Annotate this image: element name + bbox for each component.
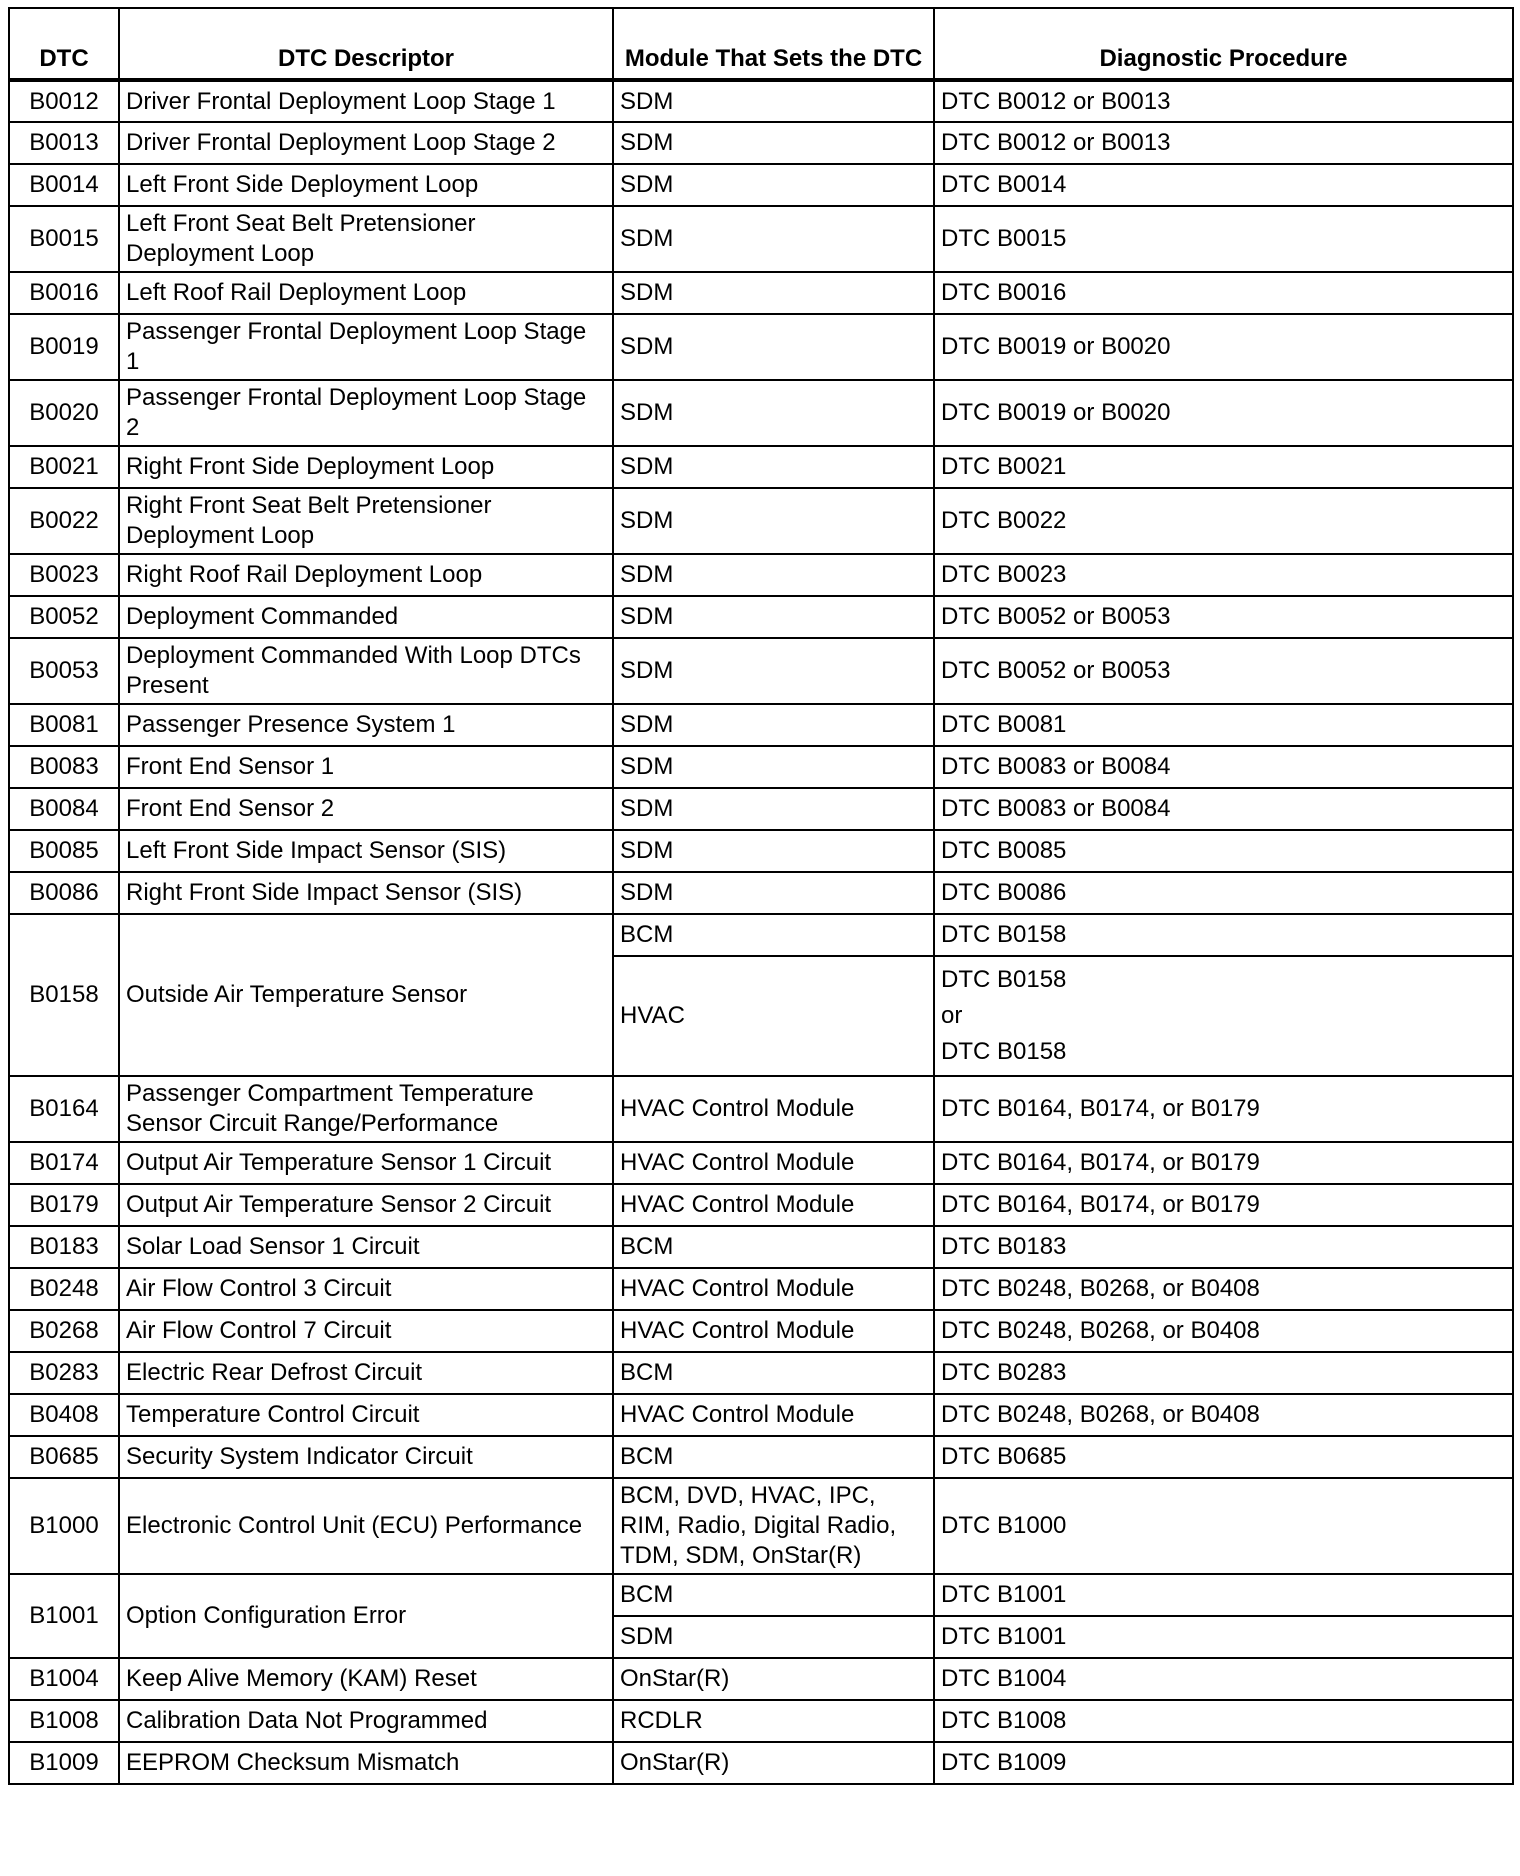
module-cell: SDM — [613, 272, 934, 314]
dtc-descriptor-cell: Right Front Side Deployment Loop — [119, 446, 613, 488]
table-row — [9, 1394, 1513, 1436]
table-row — [9, 830, 1513, 872]
procedure-cell: DTC B0021 — [934, 446, 1513, 488]
procedure-cell: DTC B0022 — [934, 488, 1513, 554]
table-row — [9, 638, 1513, 704]
procedure-cell: DTC B1001 — [934, 1574, 1513, 1616]
module-cell: SDM — [613, 830, 934, 872]
table-row — [9, 1742, 1513, 1784]
dtc-code-cell: B0283 — [9, 1352, 119, 1394]
module-cell: SDM — [613, 314, 934, 380]
dtc-descriptor-cell: Driver Frontal Deployment Loop Stage 2 — [119, 122, 613, 164]
table-row — [9, 1142, 1513, 1184]
table-row — [9, 704, 1513, 746]
header-module: Module That Sets the DTC — [613, 8, 934, 80]
procedure-cell: DTC B0083 or B0084 — [934, 788, 1513, 830]
dtc-descriptor-cell: Front End Sensor 2 — [119, 788, 613, 830]
dtc-code-cell: B0022 — [9, 488, 119, 554]
dtc-code-cell: B0248 — [9, 1268, 119, 1310]
procedure-cell: DTC B0081 — [934, 704, 1513, 746]
procedure-cell: DTC B0164, B0174, or B0179 — [934, 1142, 1513, 1184]
dtc-code-cell: B0081 — [9, 704, 119, 746]
module-cell: OnStar(R) — [613, 1742, 934, 1784]
dtc-code-cell: B0019 — [9, 314, 119, 380]
table-row — [9, 1478, 1513, 1574]
dtc-code-cell: B1009 — [9, 1742, 119, 1784]
dtc-code-cell: B0158 — [9, 914, 119, 1076]
dtc-descriptor-cell: Deployment Commanded — [119, 596, 613, 638]
procedure-cell: DTC B1000 — [934, 1478, 1513, 1574]
procedure-cell: DTC B0012 or B0013 — [934, 122, 1513, 164]
dtc-code-cell: B0016 — [9, 272, 119, 314]
procedure-cell: DTC B0183 — [934, 1226, 1513, 1268]
dtc-descriptor-cell: Air Flow Control 3 Circuit — [119, 1268, 613, 1310]
dtc-descriptor-cell: Front End Sensor 1 — [119, 746, 613, 788]
dtc-code-cell: B0020 — [9, 380, 119, 446]
dtc-descriptor-cell: Outside Air Temperature Sensor — [119, 914, 613, 1076]
table-row — [9, 1352, 1513, 1394]
procedure-cell: DTC B0023 — [934, 554, 1513, 596]
procedure-cell: DTC B0015 — [934, 206, 1513, 272]
module-cell: BCM — [613, 1352, 934, 1394]
table-row — [9, 446, 1513, 488]
procedure-cell: DTC B0083 or B0084 — [934, 746, 1513, 788]
dtc-code-cell: B0083 — [9, 746, 119, 788]
dtc-descriptor-cell: Option Configuration Error — [119, 1574, 613, 1658]
dtc-descriptor-cell: Right Front Side Impact Sensor (SIS) — [119, 872, 613, 914]
table-row — [9, 488, 1513, 554]
module-cell: SDM — [613, 80, 934, 122]
dtc-code-cell: B0015 — [9, 206, 119, 272]
procedure-cell: DTC B0012 or B0013 — [934, 80, 1513, 122]
table-row — [9, 872, 1513, 914]
module-cell: RCDLR — [613, 1700, 934, 1742]
table-row — [9, 1268, 1513, 1310]
dtc-descriptor-cell: Electronic Control Unit (ECU) Performance — [119, 1478, 613, 1574]
procedure-cell: DTC B0158 — [934, 914, 1513, 956]
module-cell: HVAC Control Module — [613, 1268, 934, 1310]
procedure-line: or — [941, 1002, 963, 1029]
dtc-descriptor-cell: Output Air Temperature Sensor 2 Circuit — [119, 1184, 613, 1226]
module-cell: SDM — [613, 446, 934, 488]
module-cell: SDM — [613, 554, 934, 596]
module-cell: HVAC Control Module — [613, 1394, 934, 1436]
dtc-code-cell: B0084 — [9, 788, 119, 830]
table-row — [9, 1076, 1513, 1142]
module-cell: SDM — [613, 872, 934, 914]
module-cell: SDM — [613, 1616, 934, 1658]
table-row — [9, 380, 1513, 446]
dtc-code-cell: B0021 — [9, 446, 119, 488]
dtc-descriptor-cell: Left Front Side Impact Sensor (SIS) — [119, 830, 613, 872]
header-procedure: Diagnostic Procedure — [934, 8, 1513, 80]
dtc-descriptor-cell: Driver Frontal Deployment Loop Stage 1 — [119, 80, 613, 122]
table-row — [9, 206, 1513, 272]
procedure-cell: DTC B1008 — [934, 1700, 1513, 1742]
table-row — [9, 596, 1513, 638]
table-row — [9, 746, 1513, 788]
header-row — [9, 8, 1513, 80]
table-row — [9, 554, 1513, 596]
header-dtc: DTC — [9, 8, 119, 80]
module-cell: HVAC Control Module — [613, 1310, 934, 1352]
dtc-descriptor-cell: Temperature Control Circuit — [119, 1394, 613, 1436]
dtc-code-cell: B0408 — [9, 1394, 119, 1436]
table-row — [9, 164, 1513, 206]
dtc-code-cell: B0012 — [9, 80, 119, 122]
module-cell: SDM — [613, 638, 934, 704]
procedure-cell: DTC B0052 or B0053 — [934, 638, 1513, 704]
procedure-cell: DTC B0019 or B0020 — [934, 380, 1513, 446]
dtc-descriptor-cell: Output Air Temperature Sensor 1 Circuit — [119, 1142, 613, 1184]
module-cell: BCM, DVD, HVAC, IPC, RIM, Radio, Digital Radio, TDM, SDM, OnStar(R) — [613, 1478, 934, 1574]
dtc-descriptor-cell: Security System Indicator Circuit — [119, 1436, 613, 1478]
dtc-descriptor-cell: Passenger Compartment Temperature Sensor Circuit Range/Performance — [119, 1076, 613, 1142]
module-cell: SDM — [613, 596, 934, 638]
dtc-descriptor-cell: Left Front Side Deployment Loop — [119, 164, 613, 206]
dtc-code-cell: B0023 — [9, 554, 119, 596]
table-row — [9, 1226, 1513, 1268]
dtc-code-cell: B1000 — [9, 1478, 119, 1574]
procedure-cell: DTC B0019 or B0020 — [934, 314, 1513, 380]
table-row — [9, 1310, 1513, 1352]
dtc-code-cell: B0164 — [9, 1076, 119, 1142]
table-row — [9, 1574, 1513, 1616]
dtc-code-cell: B0052 — [9, 596, 119, 638]
dtc-descriptor-cell: Right Front Seat Belt Pretensioner Deployment Loop — [119, 488, 613, 554]
procedure-cell — [934, 956, 1513, 1076]
module-cell: HVAC Control Module — [613, 1076, 934, 1142]
procedure-cell: DTC B0248, B0268, or B0408 — [934, 1310, 1513, 1352]
table-row — [9, 788, 1513, 830]
table-row — [9, 80, 1513, 122]
module-cell: SDM — [613, 164, 934, 206]
dtc-code-cell: B0685 — [9, 1436, 119, 1478]
module-cell: HVAC — [613, 956, 934, 1076]
dtc-code-cell: B0085 — [9, 830, 119, 872]
procedure-line: DTC B0158 — [941, 1038, 1067, 1065]
table-header — [9, 8, 1513, 80]
procedure-cell: DTC B0085 — [934, 830, 1513, 872]
table-row — [9, 1700, 1513, 1742]
procedure-cell: DTC B0016 — [934, 272, 1513, 314]
module-cell: SDM — [613, 704, 934, 746]
procedure-cell: DTC B0685 — [934, 1436, 1513, 1478]
procedure-cell: DTC B0164, B0174, or B0179 — [934, 1076, 1513, 1142]
dtc-descriptor-cell: Air Flow Control 7 Circuit — [119, 1310, 613, 1352]
table-row — [9, 272, 1513, 314]
module-cell: SDM — [613, 206, 934, 272]
header-descriptor: DTC Descriptor — [119, 8, 613, 80]
procedure-line: DTC B0158 — [941, 966, 1067, 993]
procedure-cell: DTC B0164, B0174, or B0179 — [934, 1184, 1513, 1226]
module-cell: BCM — [613, 1574, 934, 1616]
dtc-descriptor-cell: EEPROM Checksum Mismatch — [119, 1742, 613, 1784]
procedure-cell: DTC B0248, B0268, or B0408 — [934, 1268, 1513, 1310]
dtc-code-cell: B0086 — [9, 872, 119, 914]
dtc-code-cell: B0268 — [9, 1310, 119, 1352]
dtc-descriptor-cell: Passenger Presence System 1 — [119, 704, 613, 746]
table-row — [9, 1658, 1513, 1700]
dtc-code-cell: B0174 — [9, 1142, 119, 1184]
dtc-code-cell: B0014 — [9, 164, 119, 206]
module-cell: SDM — [613, 746, 934, 788]
table-row — [9, 1184, 1513, 1226]
module-cell: BCM — [613, 1436, 934, 1478]
dtc-descriptor-cell: Electric Rear Defrost Circuit — [119, 1352, 613, 1394]
procedure-cell: DTC B0086 — [934, 872, 1513, 914]
dtc-code-cell: B0053 — [9, 638, 119, 704]
table-row — [9, 914, 1513, 956]
table-row — [9, 314, 1513, 380]
module-cell: HVAC Control Module — [613, 1184, 934, 1226]
procedure-cell: DTC B0052 or B0053 — [934, 596, 1513, 638]
dtc-descriptor-cell: Left Front Seat Belt Pretensioner Deployment Loop — [119, 206, 613, 272]
dtc-code-cell: B0013 — [9, 122, 119, 164]
procedure-cell: DTC B0014 — [934, 164, 1513, 206]
procedure-cell: DTC B0283 — [934, 1352, 1513, 1394]
module-cell: SDM — [613, 380, 934, 446]
dtc-code-cell: B1004 — [9, 1658, 119, 1700]
dtc-descriptor-cell: Deployment Commanded With Loop DTCs Present — [119, 638, 613, 704]
dtc-descriptor-cell: Calibration Data Not Programmed — [119, 1700, 613, 1742]
dtc-descriptor-cell: Passenger Frontal Deployment Loop Stage 2 — [119, 380, 613, 446]
module-cell: SDM — [613, 122, 934, 164]
module-cell: HVAC Control Module — [613, 1142, 934, 1184]
table-body — [9, 80, 1513, 1784]
module-cell: OnStar(R) — [613, 1658, 934, 1700]
module-cell: SDM — [613, 488, 934, 554]
procedure-cell: DTC B1009 — [934, 1742, 1513, 1784]
dtc-code-cell: B0183 — [9, 1226, 119, 1268]
table-row — [9, 1436, 1513, 1478]
dtc-code-cell: B1008 — [9, 1700, 119, 1742]
module-cell: BCM — [613, 914, 934, 956]
dtc-descriptor-cell: Right Roof Rail Deployment Loop — [119, 554, 613, 596]
procedure-cell: DTC B0248, B0268, or B0408 — [934, 1394, 1513, 1436]
dtc-table — [8, 7, 1514, 1785]
dtc-descriptor-cell: Passenger Frontal Deployment Loop Stage 1 — [119, 314, 613, 380]
dtc-descriptor-cell: Left Roof Rail Deployment Loop — [119, 272, 613, 314]
dtc-code-cell: B1001 — [9, 1574, 119, 1658]
dtc-descriptor-cell: Keep Alive Memory (KAM) Reset — [119, 1658, 613, 1700]
procedure-cell: DTC B1001 — [934, 1616, 1513, 1658]
module-cell: BCM — [613, 1226, 934, 1268]
dtc-code-cell: B0179 — [9, 1184, 119, 1226]
table-row — [9, 122, 1513, 164]
dtc-descriptor-cell: Solar Load Sensor 1 Circuit — [119, 1226, 613, 1268]
module-cell: SDM — [613, 788, 934, 830]
procedure-cell: DTC B1004 — [934, 1658, 1513, 1700]
